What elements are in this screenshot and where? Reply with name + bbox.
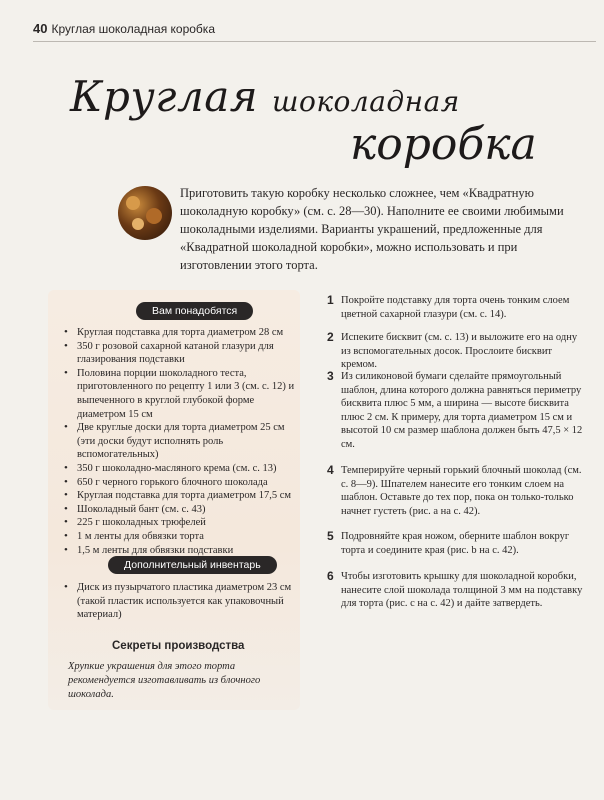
list-item: • Диск из пузырчатого пластика диаметром 23 см (такой пластик используется как упаковочный материал) <box>64 581 296 622</box>
extra-equipment-heading: Дополнительный инвентарь <box>108 556 277 574</box>
step-number: 5 <box>327 529 334 543</box>
step-number: 2 <box>327 330 334 344</box>
step-number: 6 <box>327 569 334 583</box>
step-1 <box>327 294 587 321</box>
list-item: • 1 м ленты для обвязки торта <box>64 530 296 544</box>
list-item: • Шоколадный бант (см. с. 43) <box>64 503 296 517</box>
step-number: 1 <box>327 293 334 307</box>
extra-equipment-list <box>64 581 296 622</box>
page-number: 40 <box>33 21 48 36</box>
list-item: • Круглая подставка для торта диаметром 17,5 см <box>64 489 296 503</box>
list-item: • 350 г шоколадно-масляного крема (см. с. 13) <box>64 462 296 476</box>
step-2 <box>327 331 587 372</box>
title-word-1: Круглая <box>70 72 259 121</box>
step-number: 3 <box>327 369 334 383</box>
truffles-photo <box>118 186 172 240</box>
intro-paragraph: Приготовить такую коробку несколько сложнее, чем «Квадратную шоколадную коробку» (см. с. 28—30). Наполните ее своими любимыми шоколадными изделиями. Варианты украшений, предложенные для «Квадратной шоколадной коробки», можно использовать и при изготовлении этого торта. <box>180 186 564 272</box>
running-header <box>33 21 215 36</box>
page-title <box>70 72 537 170</box>
truffle-shape <box>146 208 162 224</box>
step-text: Испеките бисквит (см. с. 13) и выложите его на одну из вспомогательных досок. Прослоите бисквит кремом. <box>341 332 578 370</box>
list-item: • Круглая подставка для торта диаметром 28 см <box>64 326 296 340</box>
running-title: Круглая шоколадная коробка <box>51 22 215 36</box>
title-line-1 <box>70 72 530 121</box>
step-text: Из силиконовой бумаги сделайте прямоугольный шаблон, длина которого должна равняться периметру бисквита плюс 5 мм, а ширина — высоте бисквита плюс 2 см. К примеру, для торта диаметром 15 см и высотой 10 см размер шаблона должен быть 47,5 × 12 см. <box>341 371 583 450</box>
list-item: • 650 г черного горького блочного шоколада <box>64 476 296 490</box>
truffle-shape <box>132 218 144 230</box>
step-4 <box>327 464 587 518</box>
header-divider <box>33 41 596 42</box>
step-5 <box>327 530 587 557</box>
ingredients-heading: Вам понадобятся <box>136 302 253 320</box>
title-word-2: шоколадная <box>271 85 460 118</box>
secrets-text: Хрупкие украшения для этого торта рекомендуется изготавливать из блочного шоколада. <box>68 661 261 700</box>
step-text: Подровняйте края ножом, оберните шаблон вокруг торта и соедините края (рис. b на с. 42). <box>341 531 570 556</box>
list-item: • 1,5 м ленты для обвязки подставки <box>64 544 296 558</box>
list-item: • Две круглые доски для торта диаметром 25 см (эти доски будут исполнять роль вспомогательных) <box>64 421 296 462</box>
ingredients-list <box>64 326 296 557</box>
step-text: Чтобы изготовить крышку для шоколадной коробки, нанесите слой шоколада толщиной 3 мм на подставку для торта (рис. с на с. 42) и дайте затвердеть. <box>341 571 583 609</box>
step-number: 4 <box>327 463 334 477</box>
title-line-2: коробка <box>350 119 537 170</box>
secrets-heading: Секреты производства <box>112 640 245 652</box>
list-item: • 350 г розовой сахарной катаной глазури для глазирования подставки <box>64 340 296 367</box>
step-6 <box>327 570 587 611</box>
list-item: • Половина порции шоколадного теста, приготовленного по рецепту 1 или 3 (см. с. 12) и выпеченного в круглой глубокой форме диаметром 15 см <box>64 367 296 421</box>
step-text: Покройте подставку для торта очень тонким слоем цветной сахарной глазури (см. с. 14). <box>341 295 570 320</box>
list-item: • 225 г шоколадных трюфелей <box>64 516 296 530</box>
truffle-shape <box>126 196 140 210</box>
step-3 <box>327 370 587 451</box>
step-text: Темперируйте черный горький блочный шоколад (см. с. 8—9). Шпателем нанесите его тонким слоем на шаблон. Оставьте до тех пор, пока он только-только начнет густеть (рис. а на с. 42). <box>341 465 582 517</box>
